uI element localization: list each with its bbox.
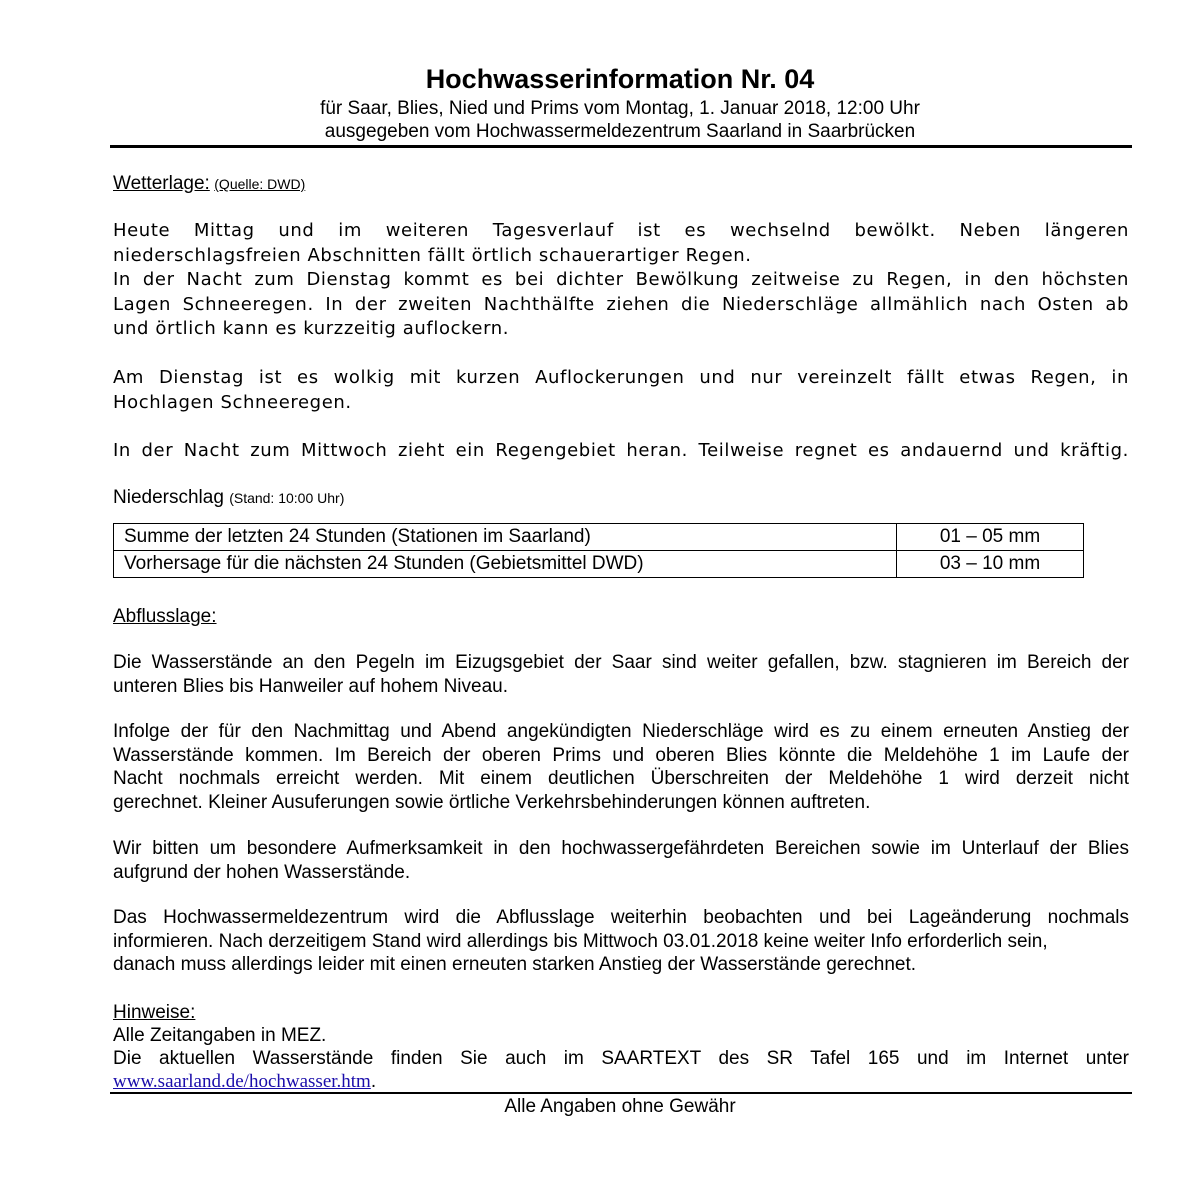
- text-line: Infolge der für den Nachmittag und Abend angekündigten Niederschläge wird es zu einem erneuten Anstieg der: [113, 721, 1129, 742]
- wetterlage-paragraph-1: [113, 219, 1129, 342]
- wetterlage-paragraph-3: [113, 439, 1129, 464]
- niederschlag-table: [113, 523, 1084, 578]
- text-line: Am Dienstag ist es wolkig mit kurzen Auflockerungen und nur vereinzelt fällt etwas Regen, in: [113, 367, 1129, 388]
- abflusslage-paragraph-2: [113, 720, 1129, 814]
- wetterlage-heading: Wetterlage:: [113, 173, 210, 194]
- text-line: In der Nacht zum Mittwoch zieht ein Regengebiet heran. Teilweise regnet es andauernd und kräftig.: [113, 440, 1129, 461]
- text-line: danach muss allerdings leider mit einen erneuten starken Anstieg der Wasserstände gerechnet.: [113, 954, 917, 975]
- text-line: und örtlich kann es kurzzeitig auflockern.: [113, 318, 510, 339]
- table-cell-label: Vorhersage für die nächsten 24 Stunden (Gebietsmittel DWD): [114, 551, 897, 578]
- document-subtitle-region-date: für Saar, Blies, Nied und Prims vom Montag, 1. Januar 2018, 12:00 Uhr: [320, 98, 920, 119]
- table-cell-value: 01 – 05 mm: [897, 524, 1084, 551]
- abflusslage-paragraph-3: [113, 837, 1129, 884]
- hinweise-heading: Hinweise:: [113, 1002, 196, 1023]
- text-line: Lagen Schneeregen. In der zweiten Nachthälfte ziehen die Niederschläge allmählich nach Osten ab: [113, 293, 1129, 315]
- abflusslage-paragraph-1: [113, 651, 1129, 698]
- text-line: In der Nacht zum Dienstag kommt es bei dichter Bewölkung zeitweise zu Regen, in den höchsten: [113, 269, 1129, 290]
- table-cell-label: Summe der letzten 24 Stunden (Stationen im Saarland): [114, 524, 897, 551]
- text-line: informieren. Nach derzeitigem Stand wird allerdings bis Mittwoch 03.01.2018 keine weiter Info erforderlich sein,: [113, 930, 1048, 952]
- hinweise-link-suffix: .: [370, 1071, 377, 1092]
- wetterlage-heading-row: [113, 173, 305, 195]
- abflusslage-paragraph-4: [113, 906, 1129, 977]
- table-row: [114, 551, 1084, 578]
- hinweise-link-row: [113, 1070, 1129, 1093]
- text-line: Wir bitten um besondere Aufmerksamkeit in den hochwassergefährdeten Bereichen sowie im Unterlauf der Blies: [113, 838, 1129, 859]
- document-title: Hochwasserinformation Nr. 04: [425, 64, 815, 94]
- table-cell-value: 03 – 10 mm: [897, 551, 1084, 578]
- niederschlag-heading-row: [113, 487, 344, 509]
- abflusslage-heading: Abflusslage:: [113, 606, 217, 627]
- hinweise-line-1: Alle Zeitangaben in MEZ.: [113, 1025, 327, 1046]
- text-line: Die Wasserstände an den Pegeln im Eizugsgebiet der Saar sind weiter gefallen, bzw. stagnieren im Bereich der: [113, 652, 1129, 673]
- text-line: Wasserstände kommen. Im Bereich der oberen Prims und oberen Blies könnte die Meldehöhe 1 im Laufe der: [113, 744, 1129, 766]
- niederschlag-stand: (Stand: 10:00 Uhr): [229, 490, 345, 506]
- hinweise-line-2: Die aktuellen Wasserstände finden Sie auch im SAARTEXT des SR Tafel 165 und im Internet unter: [113, 1048, 1129, 1069]
- text-line: unteren Blies bis Hanweiler auf hohem Niveau.: [113, 675, 508, 697]
- text-line: Heute Mittag und im weiteren Tagesverlauf ist es wechselnd bewölkt. Neben längeren: [113, 220, 1129, 241]
- footer-divider: [110, 1092, 1132, 1094]
- footer-disclaimer: Alle Angaben ohne Gewähr: [504, 1096, 736, 1117]
- text-line: niederschlagsfreien Abschnitten fällt örtlich schauerartiger Regen.: [113, 244, 752, 266]
- header-divider: [110, 145, 1132, 148]
- text-line: Das Hochwassermeldezentrum wird die Abflusslage weiterhin beobachten und bei Lageänderung nochmals: [113, 907, 1129, 928]
- table-row: [114, 524, 1084, 551]
- text-line: Hochlagen Schneeregen.: [113, 391, 352, 413]
- wetterlage-source: (Quelle: DWD): [214, 176, 306, 192]
- text-line: aufgrund der hohen Wasserstände.: [113, 861, 411, 883]
- hinweise-section: [113, 1002, 1129, 1093]
- text-line: Nacht nochmals erreicht werden. Mit einem deutlichen Überschreiten der Meldehöhe 1 wird derzeit nicht: [113, 768, 1129, 789]
- text-line: gerechnet. Kleiner Ausuferungen sowie örtliche Verkehrsbehinderungen können auftreten.: [113, 791, 871, 813]
- wetterlage-paragraph-2: [113, 366, 1129, 415]
- niederschlag-heading: Niederschlag: [113, 487, 224, 508]
- hochwasser-link[interactable]: www.saarland.de/hochwasser.htm: [113, 1071, 371, 1092]
- document-subtitle-issuer: ausgegeben vom Hochwassermeldezentrum Saarland in Saarbrücken: [324, 121, 916, 142]
